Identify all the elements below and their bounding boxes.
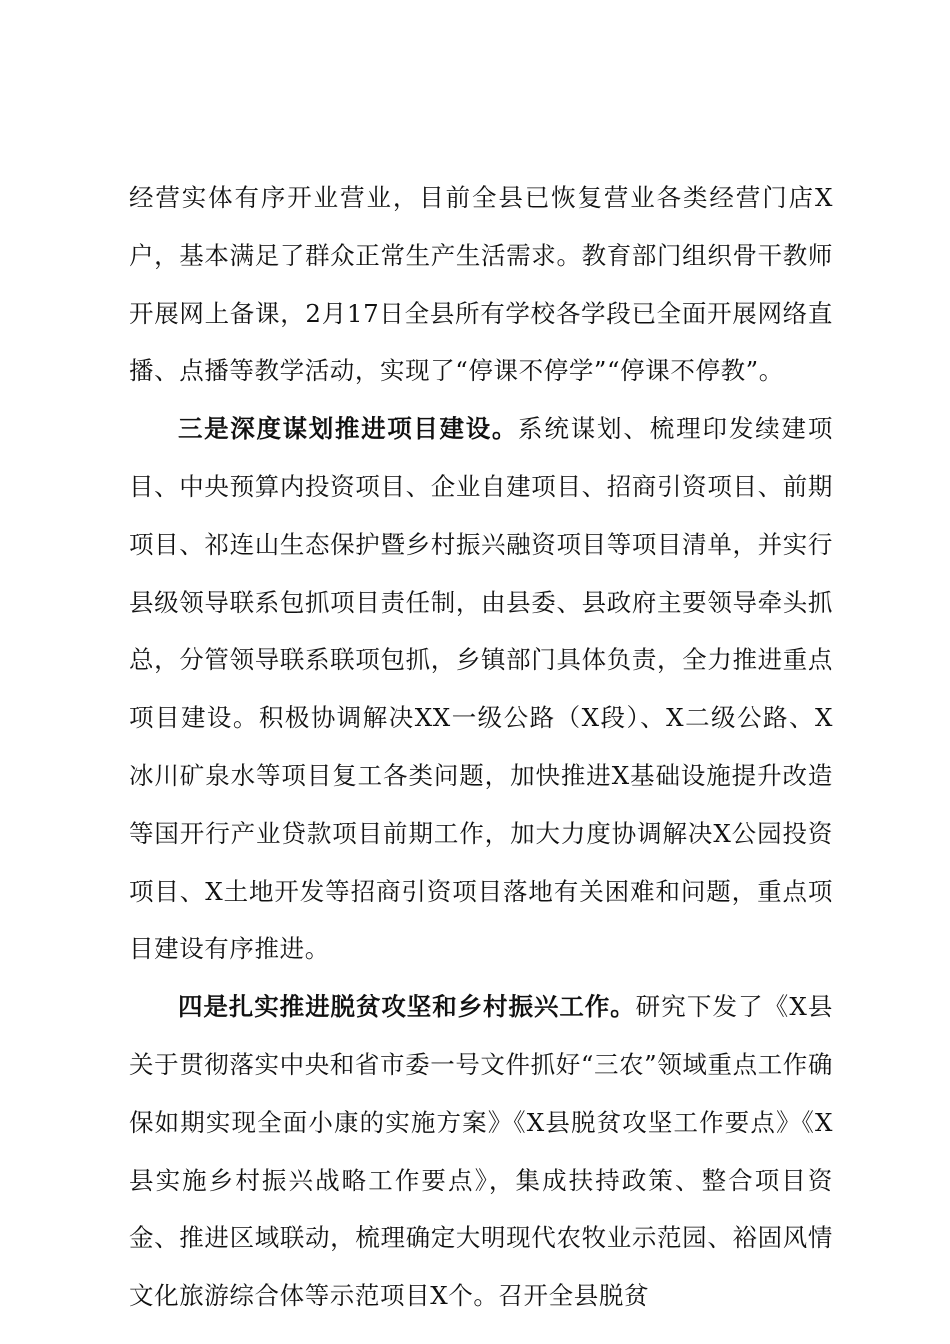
paragraph-project-construction <box>129 400 833 978</box>
document-body <box>129 169 833 1325</box>
paragraph-heading: 四是扎实推进脱贫攻坚和乡村振兴工作。 <box>178 992 636 1022</box>
paragraph-continuation <box>129 169 833 400</box>
paragraph-heading: 三是深度谋划推进项目建设。 <box>178 414 518 444</box>
paragraph-text: 系统谋划、梳理印发续建项目、中央预算内投资项目、企业自建项目、招商引资项目、前期项目、祁连山生态保护暨乡村振兴融资项目等项目清单，并实行县级领导联系包抓项目责任制，由县委、县政府主要领导牵头抓总，分管领导联系联项包抓，乡镇部门具体负责，全力推进重点项目建设。积极协调解决XX一级公路（X段）、X二级公路、X冰川矿泉水等项目复工各类问题，加快推进X基础设施提升改造等国开行产业贷款项目前期工作，加大力度协调解决X公园投资项目、X土地开发等招商引资项目落地有关困难和问题，重点项目建设有序推进。 <box>129 414 833 964</box>
paragraph-text: 经营实体有序开业营业，目前全县已恢复营业各类经营门店X户，基本满足了群众正常生产生活需求。教育部门组织骨干教师开展网上备课，2月17日全县所有学校各学段已全面开展网络直播、点播等教学活动，实现了“停课不停学”“停课不停教”。 <box>129 183 833 386</box>
paragraph-poverty-alleviation <box>129 978 833 1325</box>
paragraph-text: 研究下发了《X县关于贯彻落实中央和省市委一号文件抓好“三农”领域重点工作确保如期实现全面小康的实施方案》《X县脱贫攻坚工作要点》《X县实施乡村振兴战略工作要点》，集成扶持政策、整合项目资金、推进区域联动，梳理确定大明现代农牧业示范园、裕固风情文化旅游综合体等示范项目X个。召开全县脱贫 <box>129 992 833 1311</box>
